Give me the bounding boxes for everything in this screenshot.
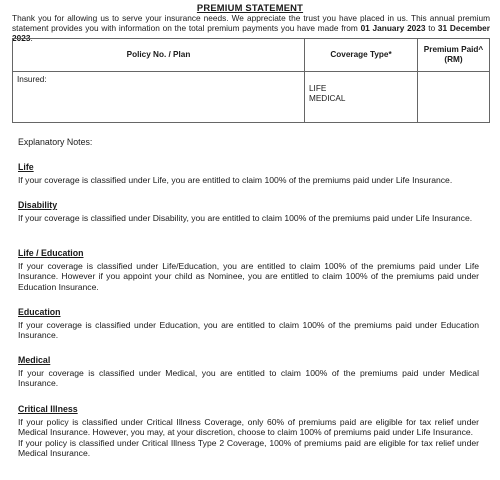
date-from: 01 January 2023 — [360, 23, 426, 34]
section-education — [18, 307, 479, 341]
policy-table-header-row — [13, 39, 490, 72]
section-paragraph: If your coverage is classified under Life, you are entitled to claim 100% of the premiums paid under Life Insurance. — [18, 174, 453, 185]
section-paragraph: If your policy is classified under Critical Illness Coverage, only 60% of premiums paid are eligible for tax relief under Medical Insurance. However, you may, at your discretion, choose to claim 100% of premiums paid under Life Insurance. — [18, 416, 479, 438]
coverage-type-life: LIFE — [309, 84, 327, 93]
policy-table — [12, 38, 490, 123]
header-premium-line1: Premium Paid^ — [423, 45, 484, 54]
intro-to: to — [425, 23, 438, 34]
intro-end: . — [30, 33, 33, 44]
insured-cell — [13, 72, 305, 123]
header-premium-line2: (RM) — [444, 55, 463, 64]
header-policy: Policy No. / Plan — [13, 39, 305, 72]
date-to: 31 December 2023 — [12, 23, 490, 44]
explanatory-notes-label: Explanatory Notes: — [18, 137, 93, 147]
section-life — [18, 162, 479, 185]
section-heading: Disability — [18, 200, 58, 210]
section-medical — [18, 355, 479, 389]
section-paragraph: If your coverage is classified under Medical, you are entitled to claim 100% of the premiums paid under Medical Insurance. — [18, 367, 479, 389]
header-coverage: Coverage Type* — [305, 39, 418, 72]
section-critical-illness — [18, 404, 479, 459]
section-heading: Medical — [18, 355, 51, 365]
coverage-type-medical: MEDICAL — [309, 94, 346, 104]
section-paragraph: If your coverage is classified under Disability, you are entitled to claim 100% of the premiums paid under Life Insurance. — [18, 212, 473, 223]
coverage-cell — [305, 72, 418, 123]
section-heading: Life — [18, 162, 34, 172]
section-paragraph: If your policy is classified under Critical Illness Type 2 Coverage, 100% of premiums paid are eligible for tax relief under Medical Insurance. — [18, 437, 479, 459]
premium-cell — [418, 72, 490, 123]
page-title: PREMIUM STATEMENT — [196, 2, 304, 13]
section-heading: Education — [18, 307, 61, 317]
policy-table-row — [13, 72, 490, 123]
section-paragraph: If your coverage is classified under Education, you are entitled to claim 100% of the premiums paid under Education Insurance. — [18, 319, 479, 341]
section-heading: Critical Illness — [18, 404, 78, 414]
header-premium — [418, 39, 490, 72]
section-paragraph: If your coverage is classified under Life/Education, you are entitled to claim 100% of the premiums paid under Life Insurance. However if you appoint your child as Nominee, you are entitled to claim 100% of the premiums paid under Education Insurance. — [18, 260, 479, 292]
section-disability — [18, 200, 479, 223]
section-heading: Life / Education — [18, 248, 84, 258]
section-life-education — [18, 248, 479, 292]
intro-text: Thank you for allowing us to serve your insurance needs. We appreciate the trust you have placed in us. This annual premium statement provides you with information on the total premium payments you have made from — [12, 13, 490, 34]
insured-label: Insured: — [17, 75, 47, 84]
